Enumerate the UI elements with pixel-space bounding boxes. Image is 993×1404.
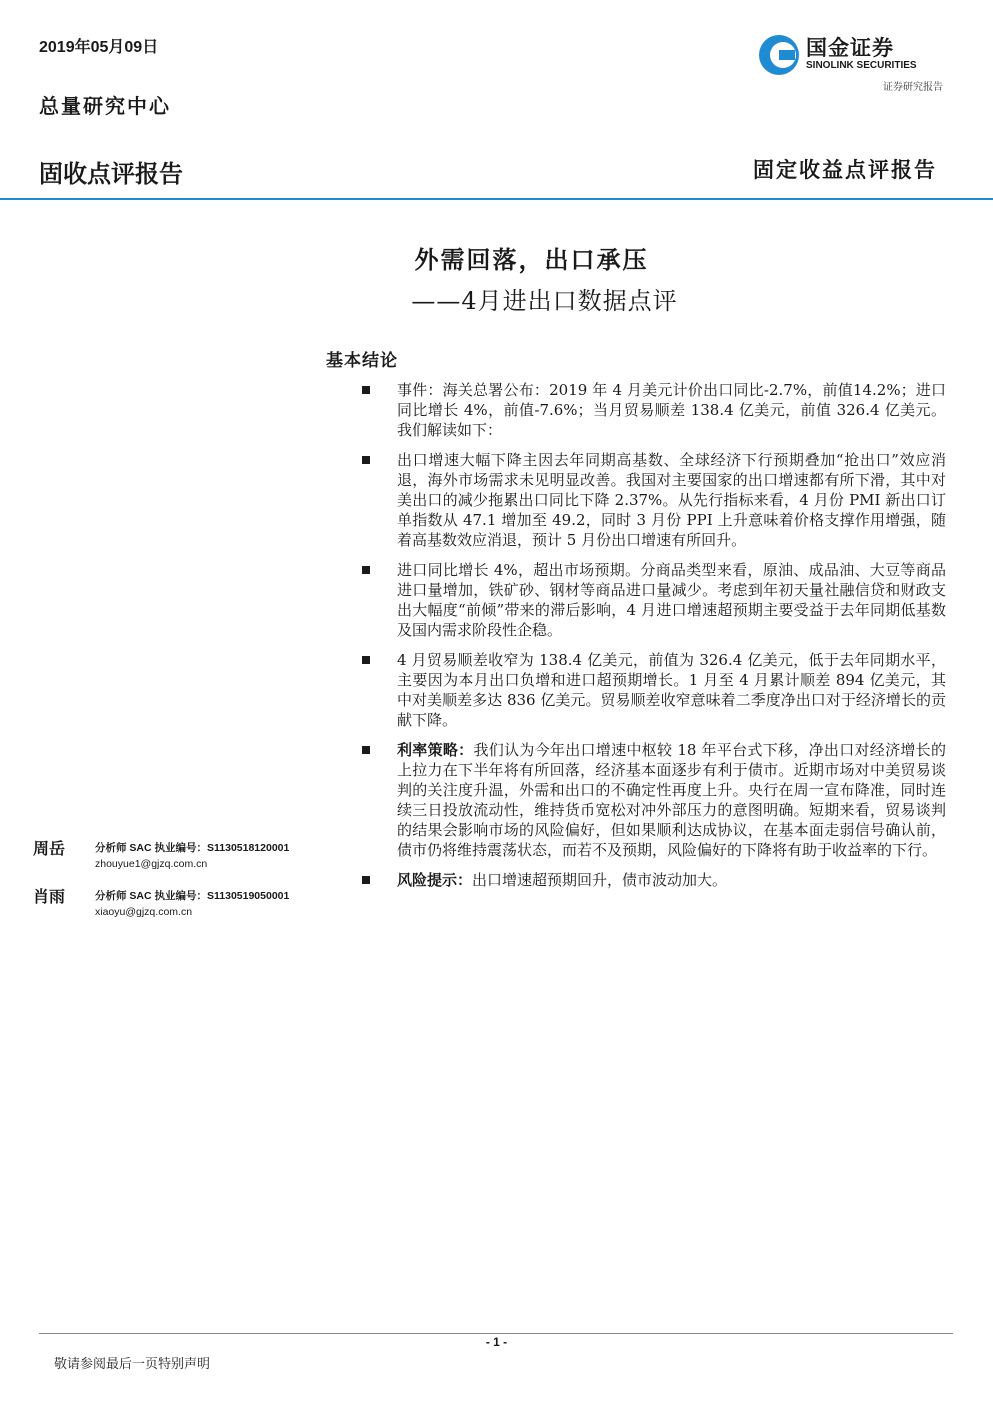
report-subtitle: ——4月进出口数据点评 (411, 287, 678, 315)
bullet-square-icon (362, 746, 370, 754)
logo-name-cn: 国金证券 (806, 37, 894, 60)
bullet-square-icon (362, 566, 370, 574)
list-item (360, 380, 946, 440)
bullet-text: 出口增速超预期回升，债市波动加大。 (472, 871, 728, 889)
bullet-square-icon (362, 386, 370, 394)
bullet-square-icon (362, 656, 370, 664)
bullet-text: 出口增速大幅下降主因去年同期高基数、全球经济下行预期叠加“抢出口”效应消退，海外市场需求未见明显改善。我国对主要国家的出口增速都有所下滑，其中对美出口的减少拖累出口同比下降 2.37%。从先行指标来看，4 月份 PMI 新出口订单指数从 47.1 增加至 49.2，同时 3 月份 PPI 上升意味着价格支撑作用增强，随着高基数效应消退，预计 5 月份出口增速有所回升。 (397, 451, 946, 549)
list-item (360, 740, 946, 860)
bullet-square-icon (362, 456, 370, 464)
bullet-bold-label: 风险提示： (397, 871, 473, 889)
analyst-info (95, 888, 289, 920)
list-item (360, 450, 946, 550)
analyst-name: 肖雨 (33, 887, 66, 906)
bullet-bold-label: 利率策略： (397, 741, 474, 759)
department-name: 总量研究中心 (39, 94, 171, 118)
analyst-info (95, 840, 289, 872)
report-title: 外需回落，出口承压 (414, 245, 649, 274)
sinolink-logo-icon (757, 33, 801, 81)
report-date: 2019年05月09日 (39, 39, 159, 56)
footer-disclaimer: 敬请参阅最后一页特别声明 (54, 1357, 211, 1372)
analyst-name: 周岳 (33, 839, 66, 858)
analyst-sac-number: 分析师 SAC 执业编号：S1130519050001 (95, 890, 290, 902)
bullet-text: 事件：海关总署公布：2019 年 4 月美元计价出口同比-2.7%，前值14.2%；进口同比增长 4%，前值-7.6%；当月贸易顺差 138.4 亿美元，前值 326.4 亿美元。我们解读如下： (397, 381, 946, 439)
logo-tagline: 证券研究报告 (883, 82, 943, 93)
page-number: - 1 - (485, 1335, 508, 1349)
list-item (360, 870, 946, 890)
logo-name-en: SINOLINK SECURITIES (806, 60, 917, 71)
analyst-email[interactable]: xiaoyu@gjzq.com.cn (95, 906, 193, 918)
analyst-sac-number: 分析师 SAC 执业编号：S1130518120001 (95, 842, 290, 854)
list-item (360, 560, 946, 640)
bullet-text: 进口同比增长 4%，超出市场预期。分商品类型来看，原油、成品油、大豆等商品进口量增加，铁矿砂、钢材等商品进口量减少。考虑到年初天量社融信贷和财政支出大幅度“前倾”带来的滞后影响，4 月进口增速超预期主要受益于去年同期低基数及国内需求阶段性企稳。 (397, 561, 946, 639)
list-item (360, 650, 946, 730)
section-heading: 基本结论 (326, 351, 398, 371)
bullet-text: 我们认为今年出口增速中枢较 18 年平台式下移，净出口对经济增长的上拉力在下半年将有所回落，经济基本面逐步有利于债市。近期市场对中美贸易谈判的关注度升温，外需和出口的不确定性再度上升。央行在周一宣布降准，同时连续三日投放流动性，维持货币宽松对冲外部压力的意图明确。短期来看，贸易谈判的结果会影响市场的风险偏好，但如果顺利达成协议，在基本面走弱信号确认前，债市仍将维持震荡状态，而若不及预期，风险偏好的下降将有助于收益率的下行。 (397, 741, 946, 859)
report-type: 固收点评报告 (39, 161, 183, 188)
header-divider (0, 198, 993, 200)
footer-divider (39, 1333, 953, 1334)
report-type-right: 固定收益点评报告 (753, 157, 937, 182)
bullet-text: 4 月贸易顺差收窄为 138.4 亿美元，前值为 326.4 亿美元，低于去年同期水平，主要因为本月出口负增和进口超预期增长。1 月至 4 月累计顺差 894 亿美元，其中对美顺差多达 836 亿美元。贸易顺差收窄意味着二季度净出口对于经济增长的贡献下降。 (397, 651, 946, 729)
conclusion-list (360, 380, 946, 900)
bullet-square-icon (362, 876, 370, 884)
analyst-email[interactable]: zhouyue1@gjzq.com.cn (95, 858, 208, 870)
